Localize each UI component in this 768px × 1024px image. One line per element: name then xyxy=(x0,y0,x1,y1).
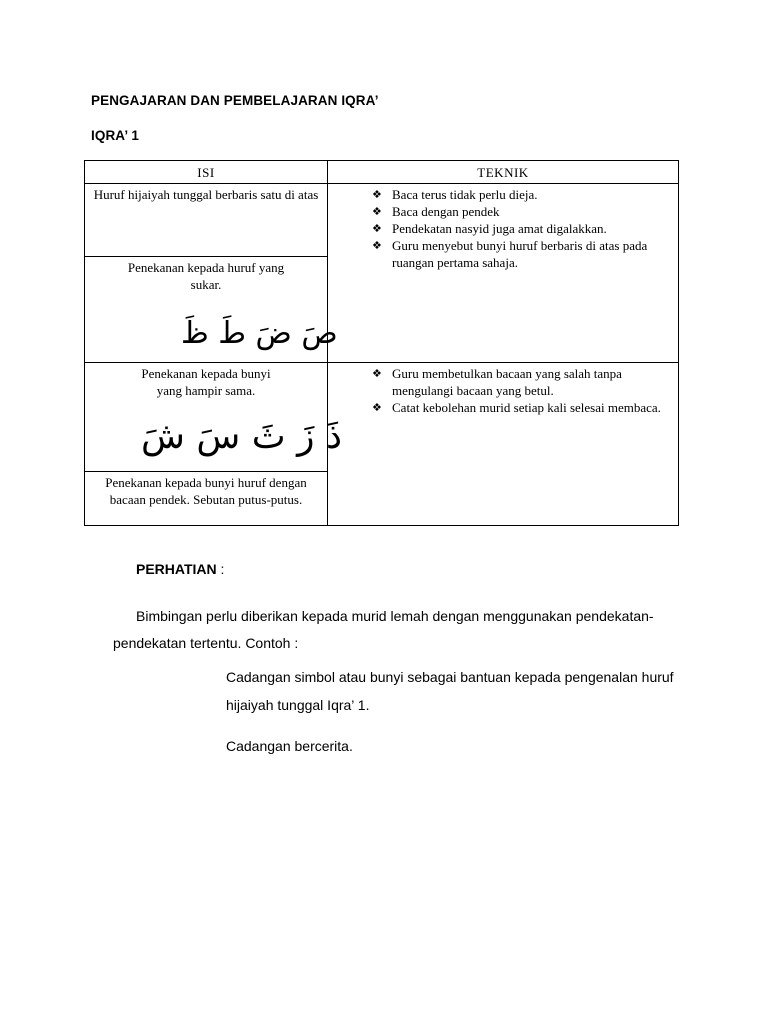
list-item xyxy=(368,186,674,203)
teknik-cell xyxy=(328,184,679,363)
body-paragraph xyxy=(113,603,673,657)
header-teknik: TEKNIK xyxy=(328,161,679,184)
teknik-text: Guru menyebut bunyi huruf berbaris di atas pada ruangan pertama sahaja. xyxy=(392,238,648,270)
header-isi: ISI xyxy=(85,161,328,184)
teknik-text: Baca dengan pendek xyxy=(392,204,500,219)
perhatian-suffix: : xyxy=(216,561,225,577)
list-item xyxy=(203,732,683,760)
diamond-bullet-icon: ❖ xyxy=(372,367,382,380)
isi-cell xyxy=(85,184,328,257)
perhatian-heading xyxy=(113,561,224,577)
item-text: Cadangan simbol atau bunyi sebagai bantuan kepada pengenalan huruf hijaiyah tunggal Iqra’ 1. xyxy=(226,669,674,713)
teknik-text: Catat kebolehan murid setiap kali selesai membaca. xyxy=(392,400,661,415)
diamond-bullet-icon: ❖ xyxy=(372,205,382,218)
isi-text: Penekanan kepada bunyi huruf dengan bacaan pendek. Sebutan putus-putus. xyxy=(105,475,307,507)
teknik-text: Baca terus tidak perlu dieja. xyxy=(392,187,538,202)
list-item xyxy=(368,203,674,220)
diamond-bullet-icon: ❖ xyxy=(372,239,382,252)
teknik-text: Guru membetulkan bacaan yang salah tanpa mengulangi bacaan yang betul. xyxy=(392,366,622,398)
teknik-list xyxy=(368,365,674,416)
isi-text: Huruf hijaiyah tunggal berbaris satu di atas xyxy=(93,187,319,202)
paragraph-text: Bimbingan perlu diberikan kepada murid lemah dengan menggunakan pendekatan-pendekatan tertentu. Contoh : xyxy=(113,608,654,651)
list-item xyxy=(368,237,674,271)
isi-text: Penekanan kepada huruf yang sukar. xyxy=(127,260,285,292)
teknik-text: Pendekatan nasyid juga amat digalakkan. xyxy=(392,221,607,236)
isi-cell xyxy=(85,257,338,363)
page-title: PENGAJARAN DAN PEMBELAJARAN IQRA’ xyxy=(91,93,379,108)
diamond-bullet-icon: ❖ xyxy=(372,222,382,235)
list-item xyxy=(368,399,674,416)
page-subtitle: IQRA’ 1 xyxy=(91,128,139,143)
diamond-bullet-icon: ❖ xyxy=(372,188,382,201)
table-header-row xyxy=(85,161,679,184)
list-item xyxy=(368,365,674,399)
table-row xyxy=(85,184,679,257)
table-row xyxy=(85,363,679,472)
perhatian-label: PERHATIAN xyxy=(136,561,217,577)
teknik-list xyxy=(368,186,674,271)
isi-text: Penekanan kepada bunyi yang hampir sama. xyxy=(141,366,271,398)
isi-cell xyxy=(85,363,342,472)
isi-cell xyxy=(85,472,328,526)
item-text: Cadangan bercerita. xyxy=(226,738,353,754)
list-item xyxy=(203,663,683,719)
iqra-table xyxy=(84,160,679,526)
diamond-bullet-icon: ❖ xyxy=(372,401,382,414)
arabic-letters: صَ ضَ طَ ظَ xyxy=(181,316,338,351)
teknik-cell xyxy=(328,363,679,526)
list-item xyxy=(368,220,674,237)
arabic-letters: ذَ زَ ثَ سَ شَ xyxy=(141,416,342,457)
